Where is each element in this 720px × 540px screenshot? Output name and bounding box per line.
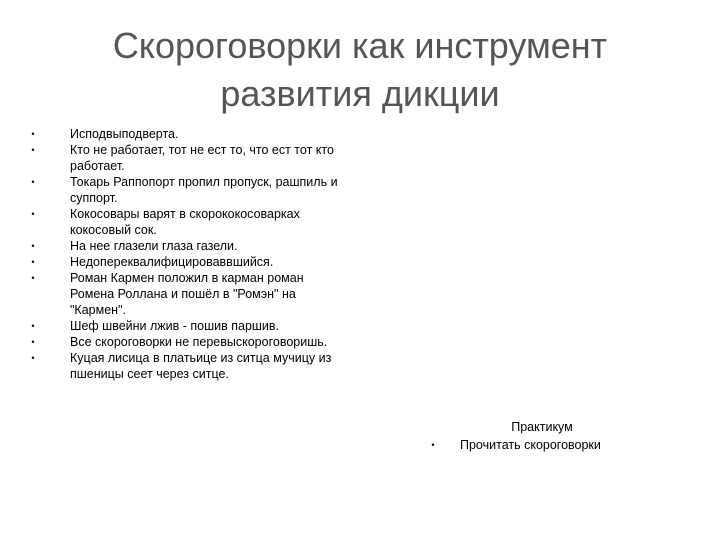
slide-title: Скороговорки как инструмент развития дикции bbox=[112, 25, 608, 114]
practice-item-text: Прочитать скороговорки bbox=[460, 438, 601, 452]
list-item bbox=[28, 206, 348, 238]
bullet-icon: • bbox=[31, 273, 35, 283]
practice-heading: Практикум bbox=[511, 420, 573, 434]
bullet-icon: • bbox=[31, 209, 35, 219]
bullet-icon: • bbox=[431, 440, 435, 450]
list-item bbox=[28, 334, 348, 350]
list-item-text: Исподвыподверта. bbox=[70, 127, 179, 141]
list-item-text: Недопереквалифицироваввшийся. bbox=[70, 255, 274, 269]
list-item bbox=[28, 350, 348, 382]
bullet-icon: • bbox=[31, 145, 35, 155]
bullet-icon: • bbox=[31, 337, 35, 347]
list-item bbox=[28, 142, 348, 174]
practice-item bbox=[428, 436, 638, 454]
list-item-text: Роман Кармен положил в карман роман Ромена Роллана и пошёл в "Ромэн" на "Кармен". bbox=[70, 271, 304, 317]
list-item bbox=[28, 270, 348, 318]
list-item-text: Кокосовары варят в скорококосоварках кокосовый сок. bbox=[70, 207, 300, 237]
list-item bbox=[28, 174, 348, 206]
practice-section bbox=[428, 418, 638, 454]
list-item-text: На нее глазели глаза газели. bbox=[70, 239, 238, 253]
tongue-twister-list bbox=[28, 126, 348, 382]
list-item bbox=[28, 126, 348, 142]
list-item-text: Шеф швейни лжив - пошив паршив. bbox=[70, 319, 280, 333]
list-item-text: Все скороговорки не перевыскороговоришь. bbox=[70, 335, 328, 349]
bullet-icon: • bbox=[31, 321, 35, 331]
list-item bbox=[28, 254, 348, 270]
list-item bbox=[28, 238, 348, 254]
list-item bbox=[28, 318, 348, 334]
list-item-text: Куцая лисица в платьице из ситца мучицу из пшеницы сеет через ситце. bbox=[70, 351, 332, 381]
list-item-text: Токарь Раппопорт пропил пропуск, рашпиль и суппорт. bbox=[70, 175, 338, 205]
bullet-icon: • bbox=[31, 257, 35, 267]
bullet-icon: • bbox=[31, 129, 35, 139]
bullet-icon: • bbox=[31, 241, 35, 251]
bullet-icon: • bbox=[31, 177, 35, 187]
bullet-icon: • bbox=[31, 353, 35, 363]
list-item-text: Кто не работает, тот не ест то, что ест тот кто работает. bbox=[70, 143, 334, 173]
